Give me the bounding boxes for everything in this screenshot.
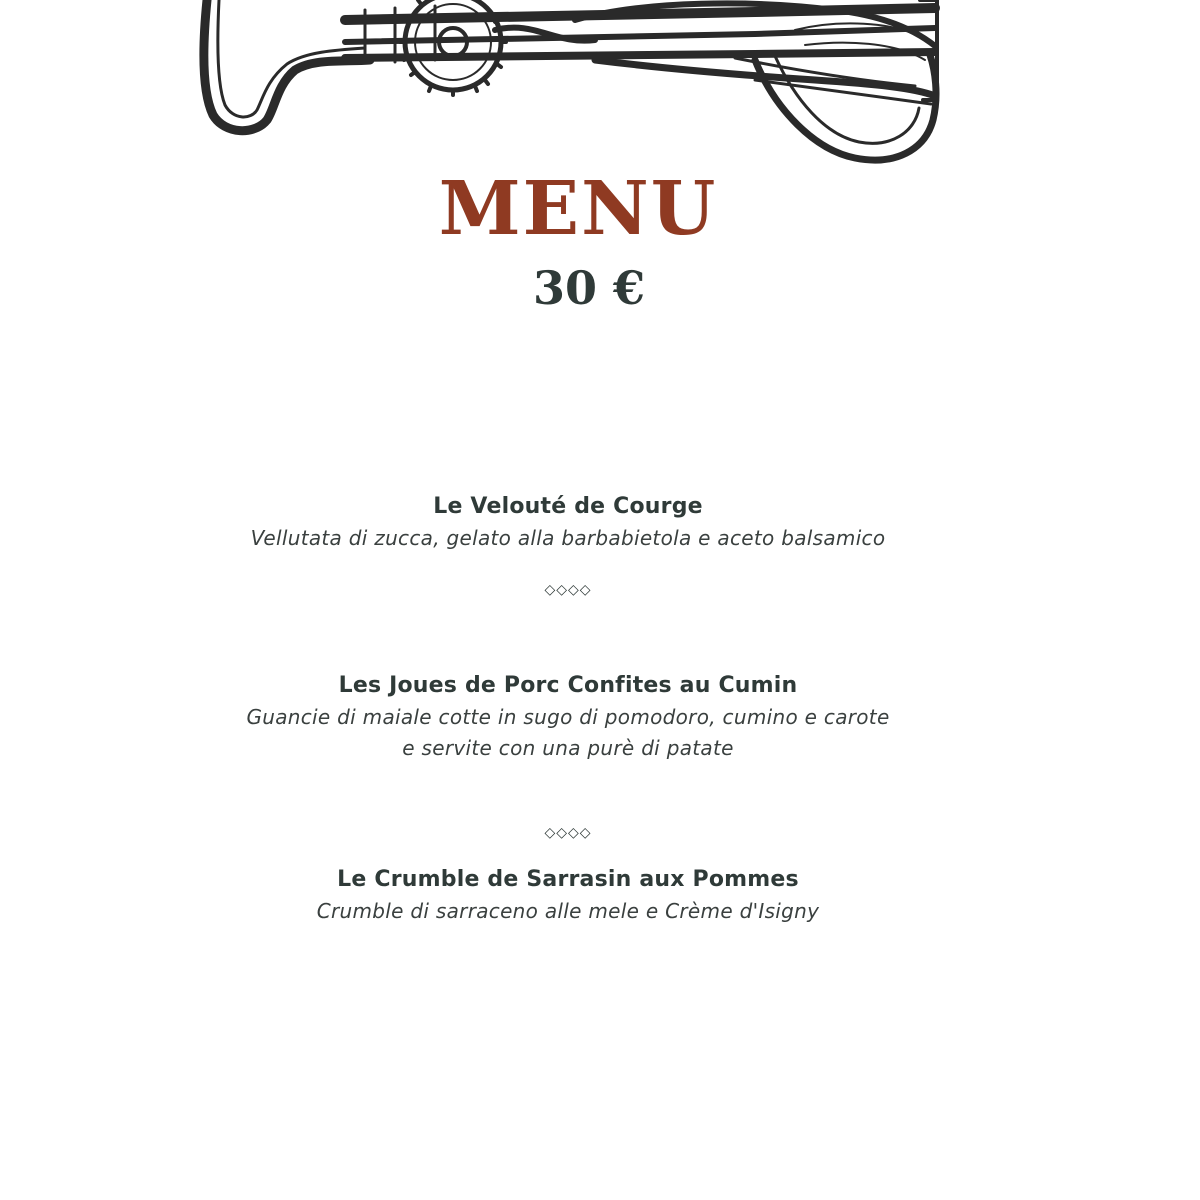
diamond-separator: ◇◇◇◇	[544, 582, 592, 598]
egg-beater-illustration	[195, 0, 955, 170]
diamond-separator: ◇◇◇◇	[544, 825, 592, 841]
dish-description: Guancie di maiale cotte in sugo di pomodoro, cumino e carote	[246, 705, 890, 729]
dish-description: Crumble di sarraceno alle mele e Crème d'Isigny	[316, 899, 820, 923]
course-dessert	[0, 864, 1136, 927]
dish-name: Le Velouté de Courge	[433, 494, 703, 519]
menu-price: 30 €	[532, 261, 646, 315]
dish-description: e servite con una purè di patate	[402, 736, 734, 760]
dish-name: Les Joues de Porc Confites au Cumin	[338, 673, 798, 698]
dish-description: Vellutata di zucca, gelato alla barbabietola e aceto balsamico	[250, 526, 886, 550]
course-starter	[0, 491, 1136, 554]
dish-name: Le Crumble de Sarrasin aux Pommes	[337, 867, 799, 892]
menu-title: MENU	[438, 166, 718, 252]
course-main	[0, 670, 1136, 764]
